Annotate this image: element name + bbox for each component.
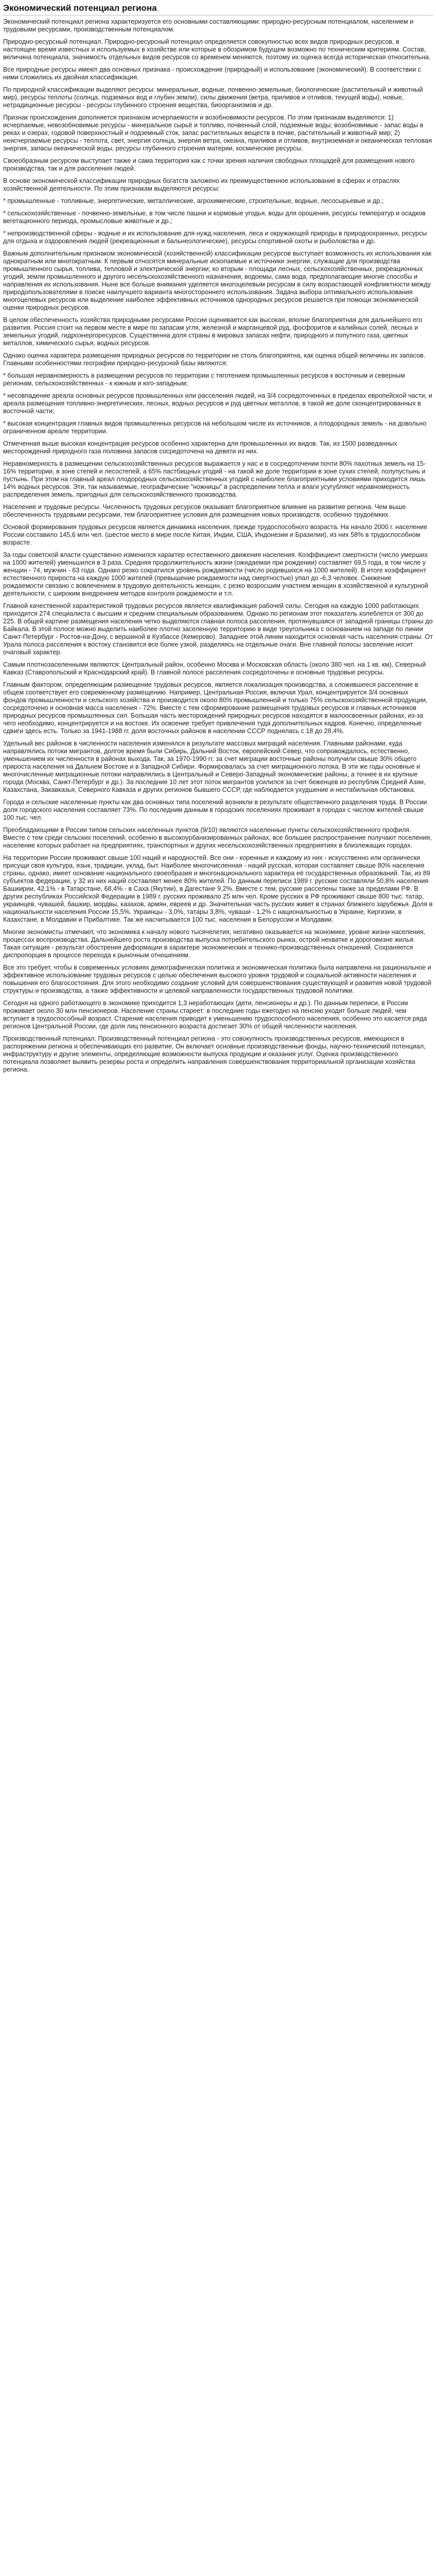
page-title: Экономический потенциал региона	[3, 3, 433, 15]
paragraph: Сегодня на одного работающего в экономике приходится 1,3 неработающих (дети, пенсионеры и др.). По данным переписи, в России проживает около 30 млн пенсионеров. Население страны стареет: в последние годы ежегодно на пенсию уходит больше людей, чем вступает в трудоспособный возраст. Старение населения приводит к уменьшению трудоспособного населения, особенно это касается ряда регионов Центральной России, где доля лиц пенсионного возраста достигает 30% от общей численности населения.	[3, 999, 427, 1030]
paragraph: Главной качественной характеристикой трудовых ресурсов является квалификация рабочей силы. Сегодня на каждую 1000 работающих приходится 274 специалиста с высшим и средним специальным образованием. Однако по регионам этот показатель колеблется от 300 до 225. В общей картине размещения населения четко выделяются главная полоса расселения, протянувшаяся от западной границы страны до Байкала. В этой полосе можно выделить наиболее плотно заселенную территорию в виде треугольника с основанием на западе по линии Санкт-Петербург - Ростов-на-Дону, с вершиной в Кузбассе (Кемерово). Западнее этой линии находится основная часть населения страны. От Урала полоса расселения к востоку становится все более узкой, разделяясь на отдельные очаги. Вне главной полосы заселение носит очаговый характер.	[3, 602, 433, 656]
paragraph: Неравномерность в размещении сельскохозяйственных ресурсов выражается у нас и в сосредоточении почти 80% пахотных земель на 15-16% территории, в зоне степей и лесостепей, а 65% пастбищных угодий - на такой же доле территории в зоне сухих степей, полупустынь и пустынь. При этом на главный ареал плодородных сельскохозяйственных угодий с наиболее благоприятными условиями приходится лишь 14% водных ресурсов. Эти, так называемые, географические "ножницы" в распределении тепла и влаги усугубляют неравномерность распределения земель, пригодных для сельскохозяйственного производства.	[3, 460, 426, 498]
article	[0, 0, 436, 1083]
paragraph: За годы советской власти существенно изменился характер естественного движения населения. Коэффициент смертности (число умерших на 1000 жителей) уменьшился в 3 раза. Средняя продолжительность жизни (ожидаемая при рождении) составляет 69,5 года, в том числе у женщин - 74, мужчин - 63 года. Однако резко сократился уровень рождаемости (число родившихся на 1000 жителей). В итоге коэффициент естественного прироста на каждую 1000 жителей (превышение рождаемости над смертностью) упал до -6,3 человек. Снижение рождаемости связано с вовлечением в трудовую деятельность женщин, с резко возросшим участием женщин в хозяйственной и культурной деятельности, с широким внедрением методов контроля рождаемости и т.п.	[3, 551, 428, 597]
paragraph: Преобладающими в России типом сельских населенных пунктов (9/10) являются населенные пункты сельскохозяйственного профиля. Вместе с тем среди сельских поселений, особенно в высокоурбанизированных районах, все большее распространение получают поселения, население которых работает на предприятиях, транспортных и других несельскохозяйственных предприятиях в близлежащих городах.	[3, 826, 432, 849]
list-item: * сельскохозяйственные - почвенно-земельные, в том числе пашни и кормовые угодья, воды для орошения, ресурсы температур и осадков вегетационного периода, промысловые животные и др.;	[3, 210, 426, 225]
paragraph: Все природные ресурсы имеют два основных признака - происхождение (природный) и использование (экономический). В соответствии с ними сложились их двойная классификация.	[3, 66, 421, 81]
paragraph: Главным фактором, определяющим размещение трудовых ресурсов, является локализация производства, а сложившееся расселение в общем соответствует его современному размещению. Например, Центральная Россия, включая Урал, концентрируется 3/4 основных фондов промышленности и сельского хозяйства и производится около 80% промышленной и только 75% сельскохозяйственной продукции, сосредоточено и основная масса населения - 72%. Вместе с тем сформирование размещения трудовых ресурсов и главных источников природных ресурсов промышленных сил. Большая часть месторождений природных ресурсов находятся в малоосвоенных районах, из-за чего необходимо, концентрируется и на востоке. Их освоение требует привлечения туда дополнительных кадров. Конечно, определенные сдвиги здесь есть. Только за 1941-1988 гг. доля восточных районов в населении СССР поднялась с 18 до 28,4%.	[3, 681, 428, 735]
paragraph: Производственный потенциал. Производственный потенциал региона - это совокупность производственных ресурсов, имеющихся в распоряжении региона и обеспечивающих его развитие. Он включает основные производственные фонды, научно-технический потенциал, инфраструктуру и другие элементы, определяющие возможности выпуска продукции и оказания услуг. Оценка производственного потенциала позволяет выявить резервы роста и определить направления совершенствования территориальной организации хозяйства региона.	[3, 1035, 426, 1073]
paragraph: Многие экономисты отмечают, что экономика к началу нового тысячелетия, негативно оказывается на экономике, уровне жизни населения, процессах воспроизводства. Дальнейшего роста производства выпуска потребительского рынка, острой нехватке и дороговизне жилья. Такая ситуация - результат обострения деформации в характере экономических и технико-производственных отношений. Сохраняется диспропорция в процессе перехода к рыночным отношениям.	[3, 928, 426, 959]
paragraph: Однако оценка характера размещения природных ресурсов по территории не столь благоприятна, как оценка общей величины их запасов. Главными особенностями географии природно-ресурсной базы являются:	[3, 352, 426, 367]
list-item: * непроизводственной сферы - водные и их использование для нужд населения, леса и окружающей природы в природоохранных, ресурсы для отдыха и оздоровления людей (рекреационные и бальнеологические), ресурсы спортивной охоты и рыболовства и др.	[3, 230, 427, 245]
paragraph: Самым плотнозаселенными являются: Центральный район, особенно Москва и Московская область (около 380 чел. на 1 кв. км), Северный Кавказ (Ставропольский и Краснодарский край). В главной полосе расселения сосредоточены и основные трудовые ресурсы.	[3, 661, 426, 676]
paragraph: Отмеченная выше высокая концентрация ресурсов особенно характерна для промышленных их видов. Так, из 1500 разведанных месторождений природного газа половина запасов сосредоточена на девяти из них.	[3, 440, 397, 455]
list-item: * промышленные - топливные, энергетические, металлические, агрохимические, строительные, водные, лесосырьевые и др.;	[3, 197, 384, 205]
paragraph: Признак происхождения дополняется признаком исчерпаемости и возобновимости ресурсов. По этим признакам выделяются: 1) исчерпаемые, невозобновимые ресурсы - минеральное сырьё и топливо, почвенный слой, подземные воды; возобновимые - запас воды в реках и озерах, годовой поверхностный и подземный сток, запас растительных веществ в почве, растительный и животный мир; 2) неисчерпаемые ресурсы - теплота, свет, энергия солнца, энергия ветра, океана, приливов и отливов, внутриземная и океаническая тепловая энергия, запасы океанической воды, ресурсы глубинного строения материи, космические ресурсы.	[3, 114, 432, 152]
paragraph: Основой формирования трудовых ресурсов является динамика населения, прежде трудоспособного возраста. На начало 2000 г. население России составило 145,6 млн чел. (шестое место в мире после Китая, Индии, США, Индонезии и Бразилии), из них 58% в трудоспособном возрасте.	[3, 523, 428, 546]
list-item: * несовпадение ареала основных ресурсов промышленных или расселения людей, на 3/4 сосредоточенных в пределах европейской части, и ареала размещения топливно-энергетических, лесных, водных ресурсов и руд цветных металлов, в такой же доле сконцентрированных в восточной части;	[3, 392, 432, 415]
paragraph: Все это требует, чтобы в современных условиях демографическая политика и экономическая политика была направлена на рациональное и эффективное использование трудовых ресурсов с целью обеспечения высокого уровня трудовой и социальной активности населения и повышения его благосостояния. Для этого необходимо создание условий для совершенствования существующей и развития новой трудовой структуры и производства, а также эффективности и целевой направленности государственных трудовой политики.	[3, 964, 431, 994]
list-item: * высокая концентрация главных видов промышленных ресурсов на небольшом числе их источников, а плодородных земель - на довольно ограниченном ареале территории.	[3, 420, 427, 435]
paragraph: Удельный вес районов в численности населения изменялся в результате массовых миграций населения. Главными районами, куда направлялись потоки мигрантов, долгое время были Сибирь, Дальний Восток, европейский Север, что сопровождалось, естественно, уменьшением их численности в районах выхода. Так, за 1970-1990 гг. за счет миграции восточные районы получили свыше 30% общего прироста населения на Дальнем Востоке и в Западной Сибири. Формировалась за счет миграционного потока. В эти же годы основные и многочисленные миграционные потоки направлялись в Центральный и Северо-Западный экономические районы, а точнее в их крупные города (Москва, Санкт-Петербург и др.). За последние 10 лет этот поток мигрантов усилился за счет беженцев из республик Средней Азии, Казахстана, Закавказья, Северного Кавказа и других регионов бывшего СССР, где наблюдается ухудшение и нестабильная обстановка.	[3, 740, 426, 793]
article-body	[3, 18, 433, 1074]
list-item: * большая неравномерность в размещении ресурсов по территории с тяготением промышленных ресурсов к восточным и северным регионам, сельскохозяйственных - к южным и юго-западным;	[3, 372, 405, 387]
paragraph: Важным дополнительным признаком экономической (хозяйственной) классификации ресурсов выступает возможность их использования как однократным или многократным. К первым относятся минеральные ископаемые и источники энергии, служащие для производства промышленного сырья, топлива, тепловой и электрической энергии; ко вторым - площади лесных, сельскохозяйственных, рекреационных угодий, земли промышленного и другого несельскохозяйственного назначения, водоемы, сама вода, предполагающие многие способы и направления их использования. Ныне все больше внимания уделяется многоцелевым ресурсам в силу возрастающей конфликтности между природопользователями в поиске наилучшего варианта многостороннего использования. Задача выбора оптимального использования многоцелевых ресурсов или выделение наиболее эффективных источников однородных ресурсов решается при помощи экономической оценки природных ресурсов.	[3, 250, 432, 311]
paragraph: На территории России проживают свыше 100 наций и народностей. Все они - коренные и каждому из них - искусственно или органически присущи своя культура, язык, традиции, уклад, быт. Наиболее многочисленная - наций русская, которая составляет свыше 80% населения страны, однако, имеет основание национального своеобразия и многонационального характера её государственных образований. Так, из 89 субъектов федерации, у 32 из них наций составляет менее 80% жителей. По данным переписи 1989 г. русские составляли 50,8% населения Башкирии, 42,1% - в Татарстане, 68,4% - в Саха (Якутии), в Дагестане 9,2%. Вместе с тем, русские расселены также за пределами РФ. В других республиках Российской Федерации в 1989 г. русских проживало 25 млн чел. Кроме русских в РФ проживают свыше 800 тыс. татар, украинцев, чувашей, башкир, мордвы, казахов, армян, евреев и др. Значительная часть русских живет в странах ближнего зарубежья. Доля в национальности населения России 15,5%. Украинцы - 3,0%, татары 3,8%, чуваши - 1,2% с национальностью в Украине, Киргизии, в Казахстане, в Молдавии и Прибалтике. Так же насчитывается 100 тыс. населения в Белоруссии и Молдавии.	[3, 854, 433, 923]
paragraph: Своеобразным ресурсом выступает также и сама территория как с точки зрения наличия свободных площадей для размещения нового производства, так и для расселения людей.	[3, 157, 415, 172]
paragraph: Города и сельские населенные пункты как два основных типа поселений возникли в результате общественного разделения труда. В России доля городского населения составляет 73%. По последним данным в городских поселениях проживает в городах с числом жителей свыше 100 тыс. чел.	[3, 799, 427, 821]
paragraph: Экономический потенциал региона характеризуется его основными составляющими: природно-ресурсным потенциалом, населением и трудовыми ресурсами, производственным потенциалом.	[3, 18, 414, 33]
paragraph: Природно-ресурсный потенциал. Природно-ресурсный потенциал определяется совокупностью всех видов природных ресурсов, в настоящее время известных и используемых в хозяйстве или которые в обозримом будущем возможно по техническим критериям. Состав, величина потенциала, значимость отдельных видов ресурсов со временем меняются, поэтому их оценка всегда историческая относительна.	[3, 38, 431, 61]
paragraph: В целом обеспеченность хозяйства природными ресурсами России оценивается как высокая, вполне благоприятная для дальнейшего его развития. Россия стоит на первом месте в мире по запасам угля, железной и марганцевой руд, фосфоритов и калийных солей, лесных и земельных угодий, гидроэнергоресурсов. Существенна доля страны в мировых запасах нефти, природного и попутного газа, цветных металлов, химического сырья, водных ресурсов.	[3, 316, 423, 347]
paragraph: В основе экономической классификации природных богатств заложено их преимущественное использование в сферах и отраслях хозяйственной деятельности. По этим признакам выделяются ресурсы:	[3, 177, 400, 192]
paragraph: По природной классификации выделяют ресурсы: минеральные, водные, почвенно-земельные, биологические (растительный и животный мир), ресурсы теплоты (солнца, подземных вод и глубин земли), силы движения (ветра, приливов и отливов, текущей воды), новые, нетрадиционные ресурсы - ресурсы глубинного строения вещества, биоорганизмов и др.	[3, 86, 423, 109]
paragraph: Население и трудовые ресурсы. Численность трудовых ресурсов оказывает благоприятное влияние на развитие региона. Чем выше обеспеченность трудовыми ресурсами, тем благоприятнее условия для размещения новых производств, особенно трудоёмких.	[3, 503, 406, 518]
